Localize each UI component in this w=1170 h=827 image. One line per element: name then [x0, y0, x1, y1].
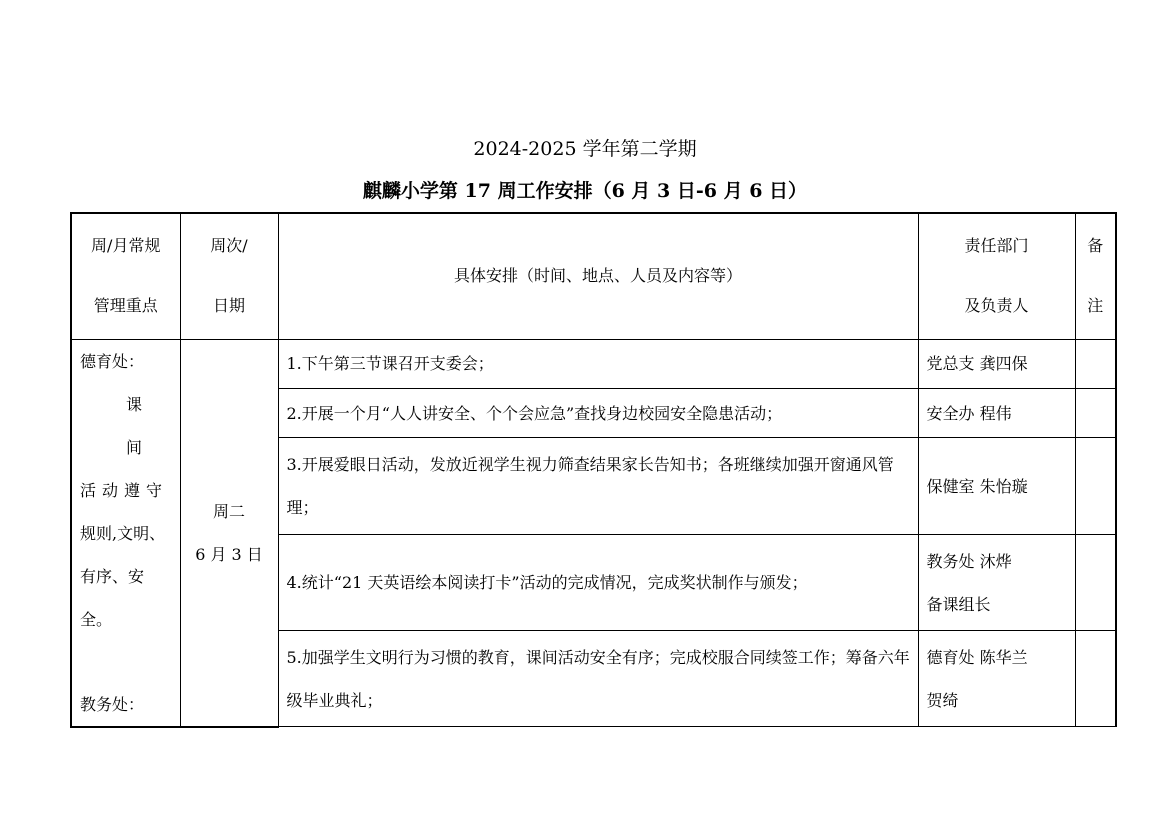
task-cell: 2.开展一个月“人人讲安全、个个会应急”查找身边校园安全隐患活动；	[278, 389, 918, 438]
owner-cell: 保健室 朱怡璇	[918, 438, 1075, 535]
header-arrangement: 具体安排（时间、地点、人员及内容等）	[278, 213, 918, 339]
owner-cell: 党总支 龚四保	[918, 339, 1075, 389]
table-row	[71, 339, 1116, 389]
date: 6 月 3 日	[195, 544, 263, 564]
header-week-date: 周次/ 日期	[180, 213, 278, 339]
task-cell: 4.统计“21 天英语绘本阅读打卡”活动的完成情况，完成奖状制作与颁发；	[278, 534, 918, 631]
note-cell	[1075, 339, 1116, 389]
header-owner: 责任部门 及负责人	[918, 213, 1075, 339]
header-focus: 周/月常规 管理重点	[71, 213, 180, 339]
weekday: 周二	[212, 501, 245, 521]
owner-cell: 德育处 陈华兰 贺绮	[918, 631, 1075, 727]
task-cell: 1.下午第三节课召开支委会；	[278, 339, 918, 389]
weekly-focus-cell: 德育处： 课 间 活动遵守 规则,文明、 有序、安全。 教务处：	[71, 339, 180, 727]
note-cell	[1075, 534, 1116, 631]
document-title: 2024-2025 学年第二学期	[473, 138, 697, 160]
note-cell	[1075, 438, 1116, 535]
task-cell: 5.加强学生文明行为习惯的教育，课间活动安全有序；完成校服合同续签工作；筹备六年级毕业典礼；	[278, 631, 918, 727]
header-row	[71, 213, 1116, 339]
note-cell	[1075, 389, 1116, 438]
task-cell: 3.开展爱眼日活动，发放近视学生视力筛查结果家长告知书；各班继续加强开窗通风管理；	[278, 438, 918, 535]
document-subtitle: 麒麟小学第 17 周工作安排（6 月 3 日-6 月 6 日）	[362, 180, 808, 202]
day-cell	[180, 339, 278, 727]
header-notes: 备 注	[1075, 213, 1116, 339]
schedule-table	[70, 212, 1117, 728]
note-cell	[1075, 631, 1116, 727]
owner-cell: 安全办 程伟	[918, 389, 1075, 438]
owner-cell: 教务处 沐烨 备课组长	[918, 534, 1075, 631]
